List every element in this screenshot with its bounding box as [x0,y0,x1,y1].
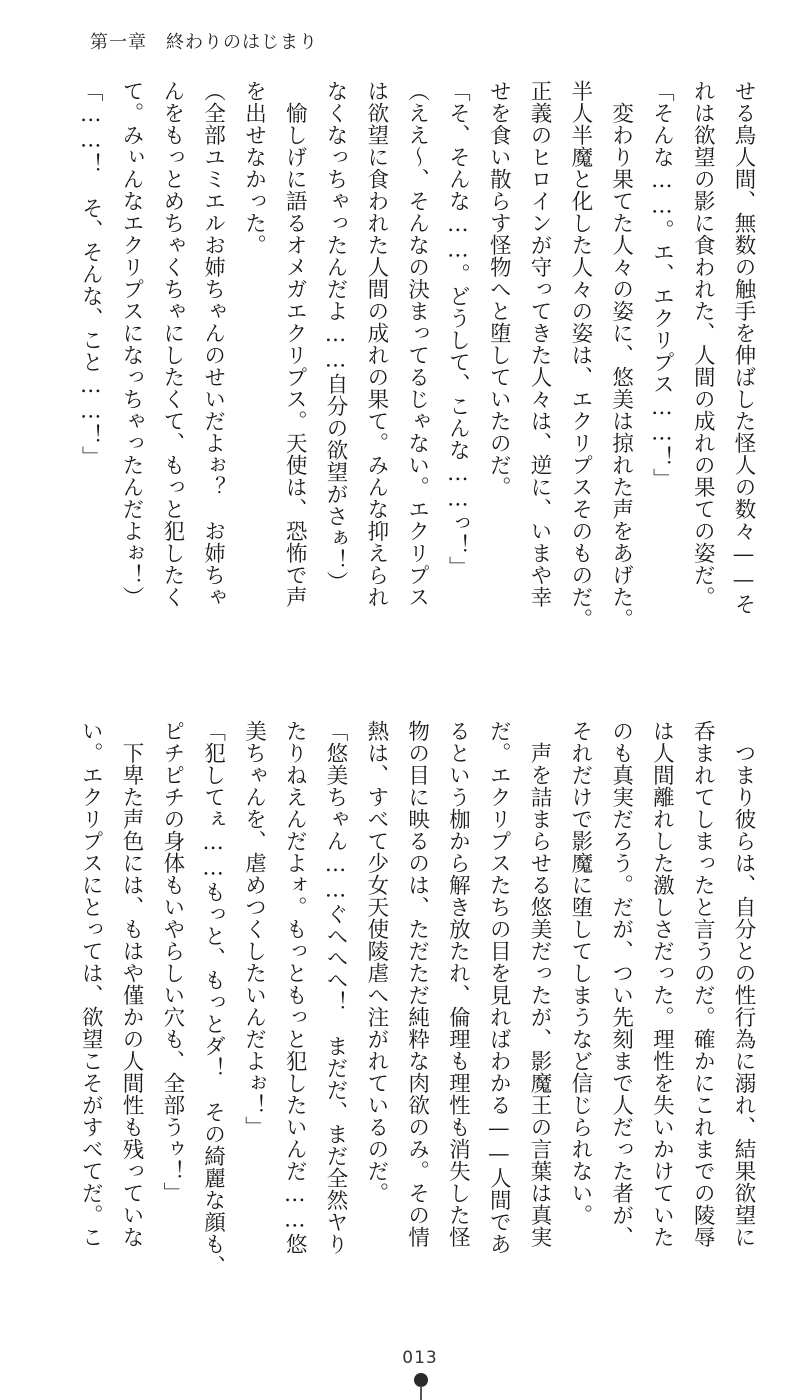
text-line: 熱は、すべて少女天使陵虐へ注がれているのだ。 [363,720,389,1204]
text-line: せる鳥人間、無数の触手を伸ばした怪人の数々——そ [731,80,756,615]
paragraph-start-line: 下卑た声色には、もはや僅かの人間性も残っていな [119,741,145,1248]
text-line: だ。エクリプスたちの目を見ればわかる——人間であ [486,720,512,1255]
dialogue-line: 「……！ そ、そんな、こと……！」 [78,80,104,468]
text-line: のも真実だろう。だが、つい先刻まで人だった者が、 [608,720,634,1248]
paragraph-start-line: 愉しげに語るオメガエクリプス。天使は、恐怖で声 [282,101,308,608]
text-block-lower [63,720,763,1340]
text-line: を出せなかった。 [241,80,267,256]
paragraph-start-line: つまり彼らは、自分との性行為に溺れ、結果欲望に [731,741,756,1248]
text-line: い。エクリプスにとっては、欲望こそがすべてだ。こ [78,720,104,1248]
text-line: せを食い散らす怪物へと堕していたのだ。 [486,80,512,498]
text-line: 半人半魔と化した人々の姿は、エクリプスそのものだ。 [567,80,593,630]
page-number: 013 [402,1348,438,1368]
thought-line: （ええ〜、そんなの決まってるじゃない。エクリプス [404,80,430,608]
text-line: るという枷から解き放たれ、倫理も理性も消失した怪 [445,720,471,1248]
thought-line: て。みぃんなエクリプスになっちゃったんだよぉ！） [119,80,145,608]
dialogue-line: ピチピチの身体もいやらしい穴も、全部うゥ！」 [159,720,185,1204]
dialogue-line: 美ちゃんを、虐めつくしたいんだよぉ！」 [241,720,267,1138]
dialogue-line: 「そ、そんな……。どうして、こんな……っ！」 [445,80,471,578]
text-line: れは欲望の影に食われた、人間の成れの果ての姿だ。 [690,80,716,608]
dialogue-line: たりねえんだよォ。もっともっと犯したいんだ……悠 [282,720,308,1255]
text-line: 呑まれてしまったと言うのだ。確かにこれまでの陵辱 [690,720,716,1248]
folio-dot-icon [414,1373,428,1387]
dialogue-line: 「悠美ちゃん……ぐへへへ！ まだだ、まだ全然ヤり [323,720,349,1255]
thought-line: んをもっとめちゃくちゃにしたくて、もっと犯したく [159,80,185,608]
paragraph-start-line: 声を詰まらせる悠美だったが、影魔王の言葉は真実 [527,741,553,1248]
thought-line: は欲望に食われた人間の成れの果て。みんな抑えられ [363,80,389,608]
text-line: それだけで影魔に堕してしまうなど信じられない。 [567,720,593,1226]
text-block-upper [63,80,763,680]
folio-stem-line [420,1386,422,1400]
text-line: 正義のヒロインが守ってきた人々は、逆に、いまや幸 [527,80,553,608]
running-head-chapter-title: 第一章 終わりのはじまり [90,32,318,53]
paragraph-start-line: 変わり果てた人々の姿に、悠美は掠れた声をあげた。 [608,101,634,630]
text-line: は人間離れした激しさだった。理性を失いかけていた [649,720,675,1248]
thought-line: （全部ユミエルお姉ちゃんのせいだよぉ？ お姉ちゃ [200,80,226,608]
thought-line: なくなっちゃったんだよ……自分の欲望がさぁ！） [323,80,349,593]
dialogue-line: 「犯してぇ……もっと、もっとダ！ その綺麗な顔も、 [200,720,226,1277]
dialogue-line: 「そんな……。エ、エクリプス……！」 [649,80,675,490]
text-line: 物の目に映るのは、ただただ純粋な肉欲のみ。その情 [404,720,430,1248]
